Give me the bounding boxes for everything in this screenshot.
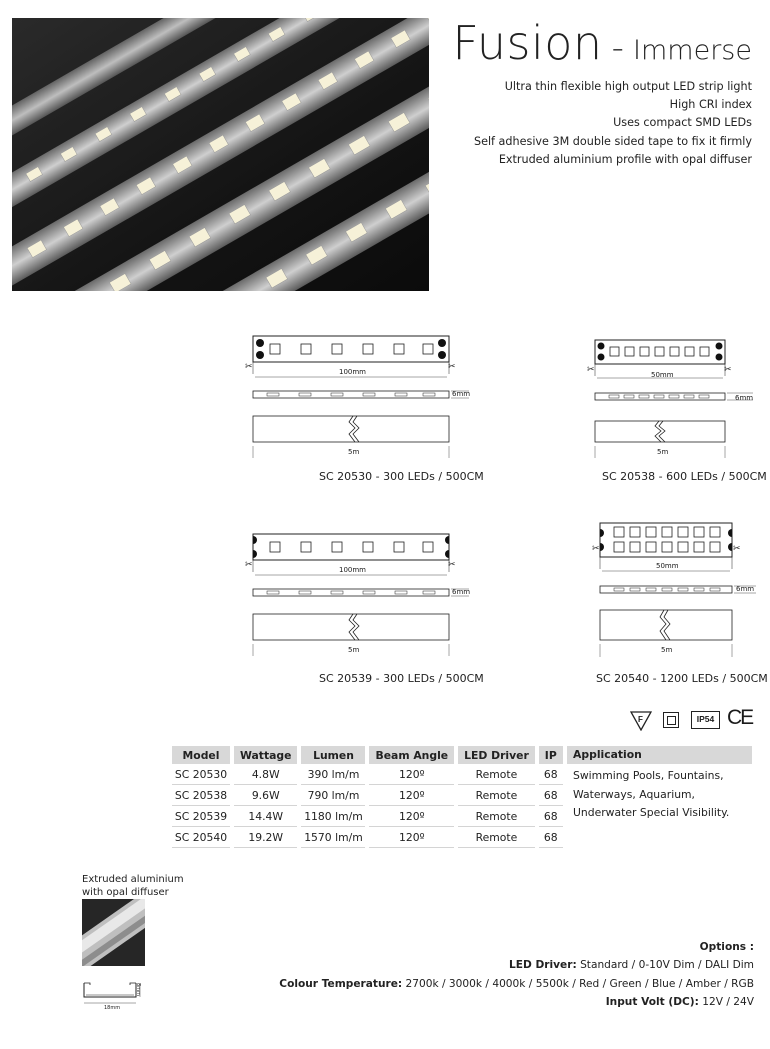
col-header-model: Model: [172, 746, 230, 764]
cell-beam-angle: 120º: [369, 806, 454, 827]
feature-list: [474, 78, 752, 169]
cell-led-driver: Remote: [458, 764, 535, 785]
cell-lumen: 390 lm/m: [301, 764, 365, 785]
profile-label-line: with opal diffuser: [82, 887, 169, 898]
svg-text:✂: ✂: [733, 544, 741, 554]
svg-text:✂: ✂: [724, 365, 732, 375]
application-header: Application: [567, 746, 752, 764]
cell-lumen: 790 lm/m: [301, 785, 365, 806]
diagram-caption: SC 20530 - 300 LEDs / 500CM: [319, 470, 484, 483]
option-led-driver: [279, 956, 754, 974]
profile-label-line: Extruded aluminium: [82, 874, 184, 885]
cell-wattage: 14.4W: [234, 806, 297, 827]
cell-wattage: 9.6W: [234, 785, 297, 806]
diagram-caption: SC 20540 - 1200 LEDs / 500CM: [596, 672, 768, 685]
strip-diagram-sc20539: [243, 532, 484, 686]
table-header-row: [172, 746, 563, 764]
table-row: [172, 785, 563, 806]
led-strip-photo-graphic: [12, 18, 429, 291]
option-label: Colour Temperature:: [279, 977, 403, 990]
f-mark-letter: F: [638, 715, 643, 724]
cell-led-driver: Remote: [458, 827, 535, 848]
cell-model: SC 20539: [172, 806, 230, 827]
table-row: [172, 764, 563, 785]
cell-model: SC 20530: [172, 764, 230, 785]
f-mark-icon: [630, 711, 652, 731]
col-header-lumen: Lumen: [301, 746, 365, 764]
svg-text:✂: ✂: [448, 560, 456, 570]
svg-text:✂: ✂: [592, 544, 600, 554]
strip-length-label: 5m: [348, 646, 360, 654]
option-input-volt: [279, 993, 754, 1011]
cell-wattage: 19.2W: [234, 827, 297, 848]
aluminium-profile-graphic: [82, 899, 145, 966]
product-variant: Immerse: [633, 35, 752, 66]
strip-length-label: 5m: [348, 448, 360, 456]
col-header-wattage: Wattage: [234, 746, 297, 764]
cell-led-driver: Remote: [458, 785, 535, 806]
feature-item: Uses compact SMD LEDs: [613, 116, 752, 130]
cell-beam-angle: 120º: [369, 785, 454, 806]
strip-height-label: 6mm: [452, 588, 471, 596]
svg-text:✂: ✂: [587, 365, 595, 375]
svg-text:✂: ✂: [245, 362, 253, 372]
col-header-beam-angle: Beam Angle: [369, 746, 454, 764]
strip-diagram-sc20530: [243, 334, 484, 484]
option-value: 2700k / 3000k / 4000k / 5500k / Red / Green / Blue / Amber / RGB: [405, 977, 754, 990]
options-section: [279, 938, 754, 1012]
profile-photo: [82, 899, 145, 966]
option-value: Standard / 0-10V Dim / DALI Dim: [580, 959, 754, 972]
segment-length-label: 50mm: [656, 562, 679, 570]
product-name: Fusion: [452, 16, 603, 70]
strip-diagram-sc20538: [587, 338, 767, 484]
cell-ip: 68: [539, 785, 563, 806]
spec-table: [168, 746, 567, 848]
svg-text:✂: ✂: [448, 362, 456, 372]
strip-diagram-sc20540: [592, 521, 768, 686]
segment-length-label: 100mm: [339, 566, 366, 574]
svg-text:✂: ✂: [245, 560, 253, 570]
table-row: [172, 806, 563, 827]
cell-beam-angle: 120º: [369, 827, 454, 848]
profile-width-label: 18mm: [104, 1005, 121, 1011]
feature-item: Ultra thin flexible high output LED strip light: [504, 80, 752, 93]
product-title: [452, 16, 752, 70]
option-label: LED Driver:: [509, 959, 577, 972]
segment-length-label: 100mm: [339, 368, 366, 376]
options-title: Options :: [699, 941, 754, 953]
strip-height-label: 6mm: [736, 585, 755, 593]
option-colour-temperature: [279, 975, 754, 993]
ip-rating-badge: IP54: [691, 711, 720, 729]
profile-label: [82, 873, 184, 899]
cell-beam-angle: 120º: [369, 764, 454, 785]
application-text: Swimming Pools, Fountains, Waterways, Aquarium, Underwater Special Visibility.: [573, 769, 730, 820]
strip-length-label: 5m: [657, 448, 669, 456]
cell-lumen: 1570 lm/m: [301, 827, 365, 848]
product-photo: [12, 18, 429, 291]
certification-icons: [630, 706, 754, 732]
option-label: Input Volt (DC):: [605, 996, 699, 1009]
feature-item: High CRI index: [669, 98, 752, 112]
cell-model: SC 20540: [172, 827, 230, 848]
cell-wattage: 4.8W: [234, 764, 297, 785]
table-row: [172, 827, 563, 848]
cell-ip: 68: [539, 764, 563, 785]
cell-ip: 68: [539, 806, 563, 827]
col-header-ip: IP: [539, 746, 563, 764]
col-header-led-driver: LED Driver: [458, 746, 535, 764]
segment-length-label: 50mm: [651, 371, 674, 379]
strip-height-label: 6mm: [735, 394, 754, 402]
strip-length-label: 5m: [661, 646, 673, 654]
cell-ip: 68: [539, 827, 563, 848]
profile-dimension-drawing: [82, 979, 154, 1013]
option-value: 12V / 24V: [702, 996, 754, 1009]
diagram-caption: SC 20539 - 300 LEDs / 500CM: [319, 672, 484, 685]
cell-lumen: 1180 lm/m: [301, 806, 365, 827]
profile-height-label: 8mm: [135, 983, 141, 996]
diagram-caption: SC 20538 - 600 LEDs / 500CM: [602, 470, 767, 483]
feature-item: Extruded aluminium profile with opal diffuser: [498, 152, 752, 166]
cell-model: SC 20538: [172, 785, 230, 806]
feature-item: Self adhesive 3M double sided tape to fix it firmly: [473, 134, 752, 148]
ce-mark-icon: CE: [727, 706, 753, 729]
cell-led-driver: Remote: [458, 806, 535, 827]
title-dash: -: [611, 28, 624, 68]
double-insulation-icon: [663, 712, 679, 728]
strip-height-label: 6mm: [452, 390, 471, 398]
